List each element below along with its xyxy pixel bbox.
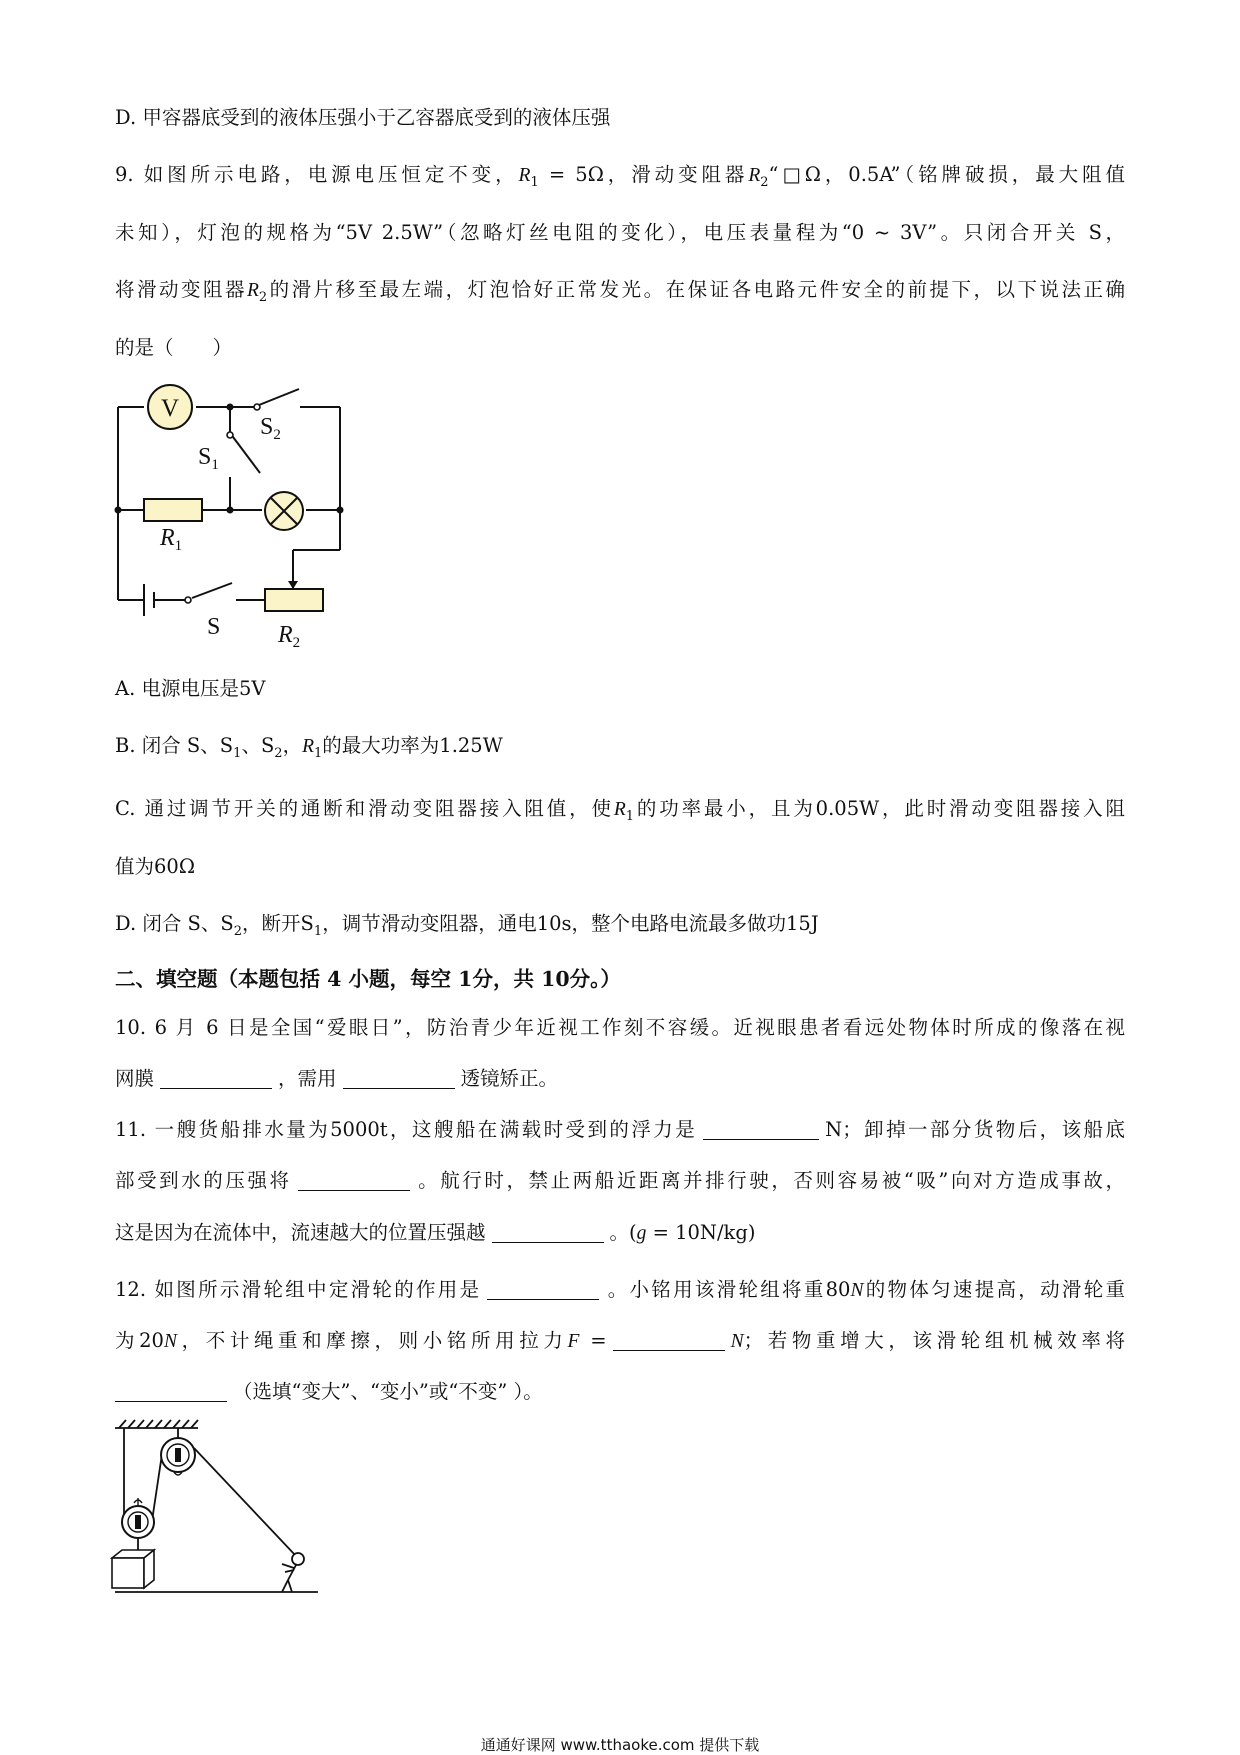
rheostat-r2-icon xyxy=(265,589,323,611)
s1-label: S xyxy=(198,444,212,470)
q10-line1: 10. 6 月 6 日是全国“爱眼日”，防治青少年近视工作刻不容缓。近视眼患者看远处物体时所成的像落在视 xyxy=(115,1016,1125,1039)
person-icon xyxy=(282,1553,304,1592)
q9-option-a: A. 电源电压是5V xyxy=(115,677,266,700)
q9-stem-line3: 将滑动变阻器$R_2$的滑片移至最左端，灯泡恰好正常发光。在保证各电路元件安全的前提下，以下说法正确 xyxy=(115,278,1125,305)
q9-option-b: B. 闭合 S、$S_1$、$S_2$，$R_1$的最大功率为1.25W xyxy=(115,734,503,761)
resistor-r1-icon xyxy=(144,499,202,521)
svg-text:S2: $S_2$ xyxy=(260,414,281,443)
section-2-heading: 二、填空题（本题包括 4 小题，每空 1分，共 10分。） xyxy=(115,967,621,991)
circuit-diagram xyxy=(110,378,360,650)
q11-line1: 11. 一艘货船排水量为5000t，这艘船在满载时受到的浮力是 N；卸掉一部分货物后，该船底 xyxy=(115,1118,1125,1141)
q12-line3: （选填“变大”、“变小”或“不变” ）。 xyxy=(115,1377,1125,1407)
q11-blank-2[interactable] xyxy=(298,1168,410,1191)
q9-option-c-line1: C. 通过调节开关的通断和滑动变阻器接入阻值，使$R_1$的功率最小，且为0.05W，此时滑动变阻器接入阻 xyxy=(115,797,1125,824)
pulley-figure xyxy=(110,1414,330,1604)
q12-blank-3[interactable] xyxy=(115,1379,227,1402)
q10-blank-2[interactable] xyxy=(343,1066,455,1089)
svg-text:R2: $R_2$ xyxy=(278,622,301,650)
s-label: S xyxy=(207,614,221,640)
voltmeter-label: V xyxy=(160,395,180,422)
q9-stem-line2: 未知），灯泡的规格为“5V 2.5W”（忽略灯丝电阻的变化），电压表量程为“0 ~ 3V”。只闭合开关 S， xyxy=(115,221,1125,244)
svg-text:R1: $R_1$ xyxy=(160,525,183,554)
q12-blank-2[interactable] xyxy=(613,1328,725,1351)
q12-blank-1[interactable] xyxy=(487,1277,599,1300)
box-icon xyxy=(112,1550,154,1588)
q9-option-c-line2: 值为60Ω xyxy=(115,855,195,878)
q8-option-d: D. 甲容器底受到的液体压强小于乙容器底受到的液体压强 xyxy=(115,106,611,129)
r1-label: R xyxy=(160,525,175,551)
q12-line2: 为20N，不计绳重和摩擦，则小铭所用拉力F = N；若物重增大，该滑轮组机械效率将 xyxy=(115,1329,1125,1352)
q10-blank-1[interactable] xyxy=(160,1066,272,1089)
q9-stem-line4: 的是（ ） xyxy=(115,336,233,359)
svg-text:S1: $S_1$ xyxy=(198,444,219,473)
q11-blank-3[interactable] xyxy=(492,1220,604,1243)
q11-line2: 部受到水的压强将 。航行时，禁止两船近距离并排行驶，否则容易被“吸”向对方造成事故， xyxy=(115,1169,1125,1192)
q10-line2: 网膜 ，需用 透镜矫正。 xyxy=(115,1067,559,1090)
page-footer: 通通好课网 www.tthaoke.com 提供下载 xyxy=(480,1736,760,1754)
q11-line3: 这是因为在流体中，流速越大的位置压强越 。(g = 10N/kg) xyxy=(115,1221,756,1244)
q12-line1: 12. 如图所示滑轮组中定滑轮的作用是 。小铭用该滑轮组将重80N的物体匀速提高，动滑轮重 xyxy=(115,1278,1125,1301)
q9-stem-line1: 9. 如图所示电路，电源电压恒定不变，$R_1 = 5\Omega$，滑动变阻器$R_2“□\Omega$，0.5A”（铭牌破损，最大阻值 xyxy=(115,163,1125,190)
q9-option-d: D. 闭合 S、$S_2$，断开$S_1$，调节滑动变阻器，通电10s，整个电路电流最多做功15J xyxy=(115,912,819,939)
q11-blank-1[interactable] xyxy=(703,1117,819,1140)
r2-label: R xyxy=(278,622,293,648)
s2-label: S xyxy=(260,414,274,440)
